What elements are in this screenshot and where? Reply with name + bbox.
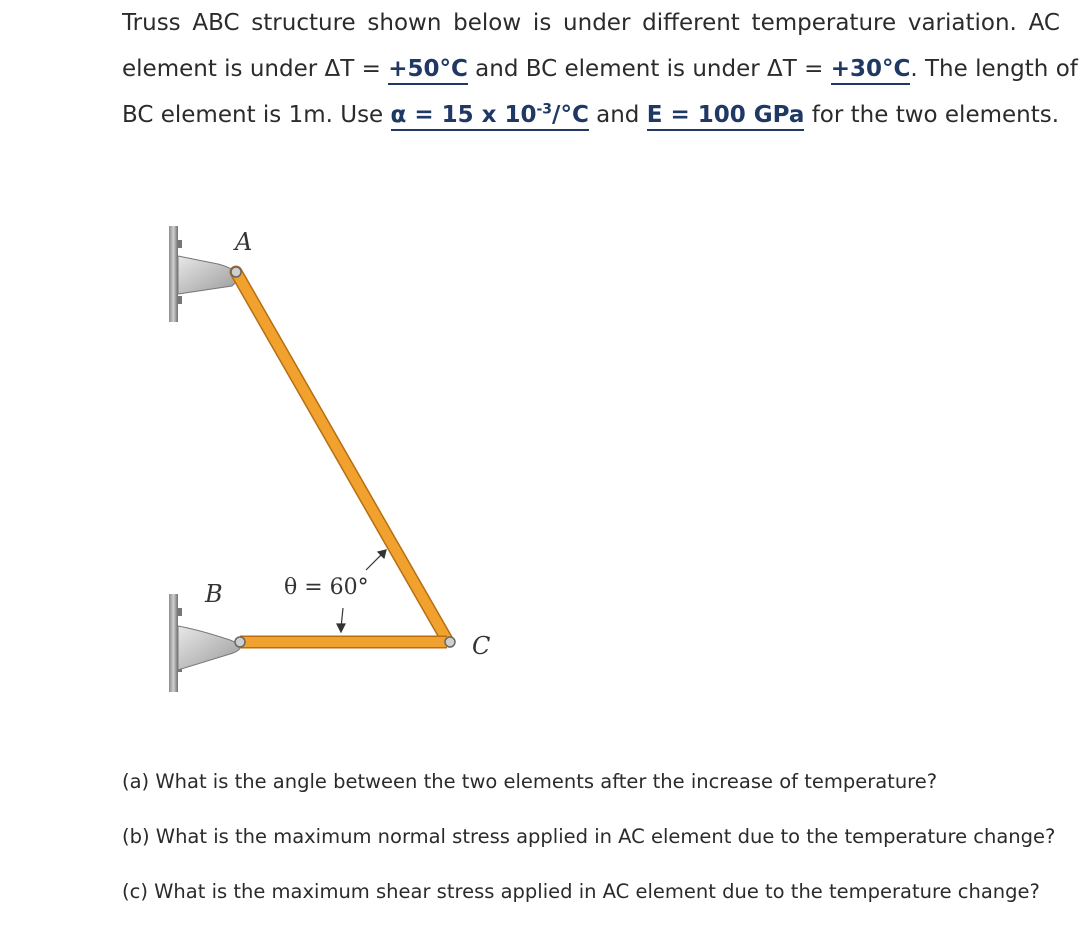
line3-pre: BC element is 1m. Use <box>122 102 391 128</box>
line2-post: . The length of <box>910 56 1078 82</box>
support-b <box>169 594 240 692</box>
label-a: A <box>235 228 253 256</box>
pin-c <box>445 637 455 647</box>
label-c: C <box>472 632 491 660</box>
label-b: B <box>205 580 223 608</box>
line2-pre: element is under ΔT = <box>122 56 389 82</box>
delta-t-bc: +30°C <box>831 56 911 85</box>
arrow-lower-head <box>337 624 345 632</box>
alpha-exponent: -3 <box>536 101 553 118</box>
delta-t-ac: +50°C <box>388 56 468 85</box>
line2-mid: and BC element is under ΔT = <box>467 56 831 82</box>
alpha-unit: /°C <box>552 102 589 128</box>
bolt-b-top <box>178 608 182 616</box>
pin-b <box>235 637 245 647</box>
question-b: (b) What is the maximum normal stress applied in AC element due to the temperature change? <box>122 825 1056 848</box>
line3-post: for the two elements. <box>804 102 1060 128</box>
problem-line-2 <box>122 46 1078 92</box>
question-a: (a) What is the angle between the two elements after the increase of temperature? <box>122 770 938 793</box>
bracket-b <box>178 626 240 670</box>
problem-line-1: Truss ABC structure shown below is under different temperature variation. AC <box>122 10 1060 36</box>
bolt-a-bottom <box>178 296 182 304</box>
alpha-label: α = 15 x 10 <box>390 102 537 128</box>
pin-a <box>231 267 241 277</box>
question-c: (c) What is the maximum shear stress applied in AC element due to the temperature change? <box>122 880 1040 903</box>
wall-b <box>169 594 178 692</box>
bracket-a <box>178 256 238 294</box>
e-value: E = 100 GPa <box>647 102 805 131</box>
problem-line-3 <box>122 92 1060 138</box>
angle-label: θ = 60° <box>284 575 369 600</box>
alpha-value <box>391 102 589 131</box>
wall-a <box>169 226 178 322</box>
truss-diagram <box>160 200 540 700</box>
line3-mid: and <box>588 102 647 128</box>
support-a <box>169 226 238 322</box>
problem-statement <box>122 0 1078 138</box>
bolt-a-top <box>178 240 182 248</box>
